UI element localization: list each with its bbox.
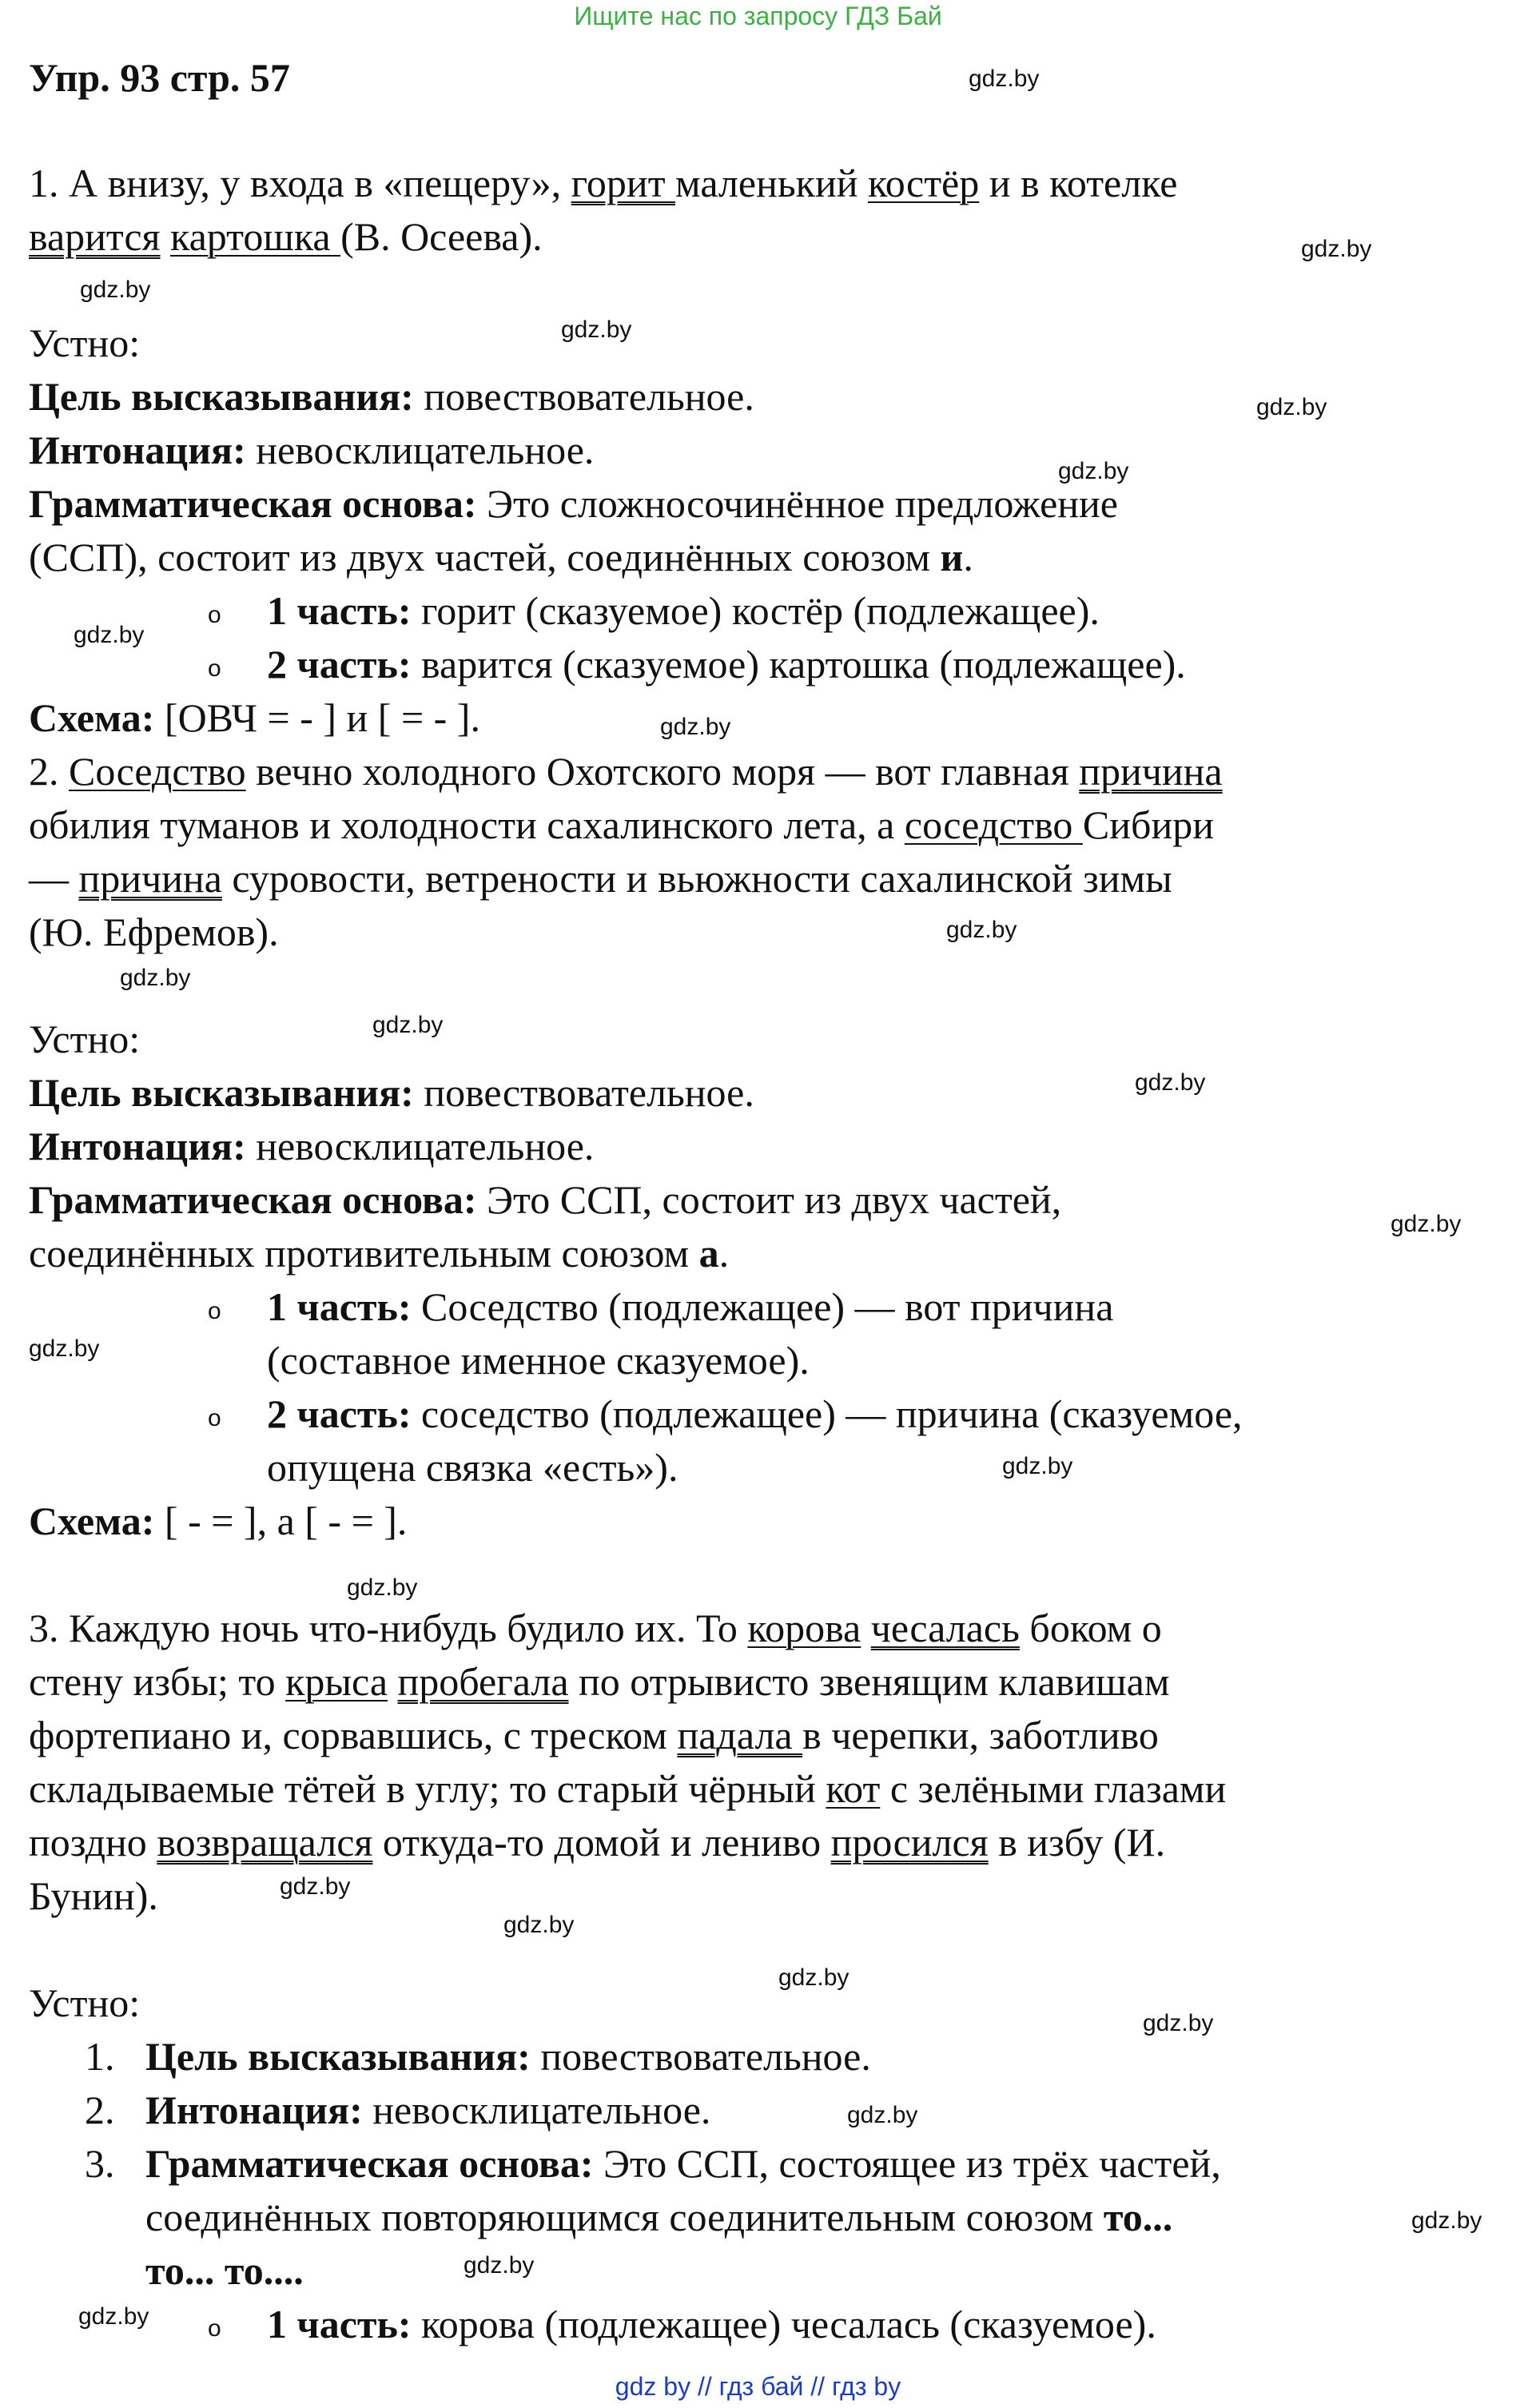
ex3-goal: Цель высказывания: повествовательное. <box>145 2034 871 2079</box>
ex3-sentence-line-1: 3. Каждую ночь что-нибудь будило их. То корова чесалась боком о <box>29 1606 1162 1650</box>
subject: крыса <box>285 1659 388 1704</box>
ex2-grammar-basis: Грамматическая основа: Это ССП, состоит из двух частей, <box>29 1177 1062 1222</box>
watermark: gdz.by <box>280 1873 351 1900</box>
ex2-part-1: 1 часть: Соседство (подлежащее) — вот причина <box>267 1284 1114 1329</box>
ex3-grammar-basis: Грамматическая основа: Это ССП, состоящее из трёх частей, <box>145 2141 1221 2186</box>
ex2-part-2-cont: опущена связка «есть»). <box>267 1445 678 1490</box>
watermark: gdz.by <box>29 1335 100 1362</box>
bullet-icon: o <box>208 1405 221 1431</box>
predicate: просился <box>830 1820 989 1865</box>
list-number: 2. <box>85 2088 115 2132</box>
watermark: gdz.by <box>1135 1069 1206 1096</box>
bullet-icon: o <box>208 602 221 628</box>
predicate: падала <box>677 1713 803 1757</box>
subject: костёр <box>868 161 980 205</box>
footer-links[interactable]: gdz by // гдз бай // гдз by <box>615 2372 901 2401</box>
ex2-grammar-basis-cont: соединённых противительным союзом а. <box>29 1231 730 1276</box>
watermark: gdz.by <box>778 1964 850 1991</box>
ex2-goal: Цель высказывания: повествовательное. <box>29 1070 754 1115</box>
watermark: gdz.by <box>1058 458 1129 484</box>
predicate: возвращался <box>157 1820 373 1865</box>
subject: кот <box>826 1766 881 1811</box>
list-number: 1. <box>85 2034 115 2079</box>
subject: Соседство <box>69 749 246 794</box>
ex1-intonation: Интонация: невосклицательное. <box>29 428 595 472</box>
ex1-goal: Цель высказывания: повествовательное. <box>29 374 754 419</box>
ex1-sentence-line-1: 1. А внизу, у входа в «пещеру», горит маленький костёр и в котелке <box>29 161 1178 205</box>
ex3-sentence-line-6: Бунин). <box>29 1873 158 1918</box>
ex3-oral-label: Устно: <box>29 1980 141 2025</box>
watermark: gdz.by <box>561 316 632 343</box>
ex1-grammar-basis: Грамматическая основа: Это сложносочинённое предложение <box>29 481 1118 526</box>
watermark: gdz.by <box>80 277 151 303</box>
watermark: gdz.by <box>1391 1211 1462 1237</box>
ex3-grammar-basis-cont: соединённых повторяющимся соединительным союзом то... <box>145 2195 1173 2239</box>
predicate: чесалась <box>870 1606 1020 1650</box>
ex2-sentence-line-4: (Ю. Ефремов). <box>29 909 279 954</box>
ex3-sentence-line-4: складываемые тётей в углу; то старый чёрный кот с зелёными глазами <box>29 1766 1227 1811</box>
bullet-icon: o <box>208 1298 221 1324</box>
page-title: Упр. 93 стр. 57 <box>29 55 290 100</box>
bullet-icon: o <box>208 2315 221 2342</box>
watermark: gdz.by <box>1301 236 1372 262</box>
predicate: варится <box>29 214 161 259</box>
ex2-sentence-line-1: 2. Соседство вечно холодного Охотского моря — вот главная причина <box>29 749 1223 794</box>
watermark: gdz.by <box>1143 2010 1214 2036</box>
watermark: gdz.by <box>1002 1453 1073 1479</box>
ex3-sentence-line-2: стену избы; то крыса пробегала по отрывисто звенящим клавишам <box>29 1659 1170 1704</box>
watermark: gdz.by <box>660 714 731 740</box>
watermark: gdz.by <box>969 66 1040 92</box>
ex3-grammar-basis-cont-2: то... то.... <box>145 2248 304 2293</box>
ex1-part-2: 2 часть: варится (сказуемое) картошка (подлежащее). <box>267 642 1186 687</box>
predicate: причина <box>78 856 222 901</box>
ex2-sentence-line-2: обилия туманов и холодности сахалинского лета, а соседство Сибири <box>29 802 1214 847</box>
ex2-oral-label: Устно: <box>29 1017 141 1061</box>
ex3-intonation: Интонация: невосклицательное. <box>145 2088 711 2132</box>
subject: корова <box>747 1606 861 1650</box>
ex2-intonation: Интонация: невосклицательное. <box>29 1124 595 1168</box>
watermark: gdz.by <box>372 1012 444 1038</box>
ex1-part-1: 1 часть: горит (сказуемое) костёр (подлежащее). <box>267 588 1100 633</box>
ex3-sentence-line-3: фортепиано и, сорвавшись, с треском падала в черепки, заботливо <box>29 1713 1159 1757</box>
predicate: горит <box>571 161 676 205</box>
watermark: gdz.by <box>74 622 145 648</box>
ex2-part-1-cont: (составное именное сказуемое). <box>267 1338 810 1383</box>
list-number: 3. <box>85 2141 115 2186</box>
watermark: gdz.by <box>1256 394 1327 420</box>
watermark: gdz.by <box>847 2102 918 2128</box>
watermark: gdz.by <box>503 1912 575 1938</box>
watermark: gdz.by <box>946 917 1017 943</box>
ex1-sentence-line-2: варится картошка (В. Осеева). <box>29 214 543 259</box>
ex2-sentence-line-3: — причина суровости, ветрености и вьюжности сахалинской зимы <box>29 856 1172 901</box>
subject: соседство <box>904 802 1083 847</box>
ex3-sentence-line-5: поздно возвращался откуда-то домой и лениво просился в избу (И. <box>29 1820 1166 1865</box>
watermark: gdz.by <box>120 965 191 991</box>
bullet-icon: o <box>208 655 221 682</box>
ex3-part-1: 1 часть: корова (подлежащее) чесалась (сказуемое). <box>267 2302 1156 2346</box>
watermark: gdz.by <box>464 2252 535 2279</box>
ex1-schema: Схема: [ОВЧ = - ] и [ = - ]. <box>29 695 480 740</box>
ex2-part-2: 2 часть: соседство (подлежащее) — причина (сказуемое, <box>267 1391 1243 1436</box>
predicate: пробегала <box>397 1659 569 1704</box>
watermark: gdz.by <box>78 2303 149 2330</box>
predicate: причина <box>1079 749 1223 794</box>
ex1-oral-label: Устно: <box>29 320 141 365</box>
watermark: gdz.by <box>1411 2207 1482 2234</box>
watermark: gdz.by <box>347 1574 418 1601</box>
ex1-grammar-basis-cont: (ССП), состоит из двух частей, соединённых союзом и. <box>29 535 973 579</box>
subject: картошка <box>170 214 341 259</box>
site-link[interactable]: Ищите нас по запросу ГДЗ Бай <box>574 2 942 30</box>
ex2-schema: Схема: [ - = ], а [ - = ]. <box>29 1499 408 1543</box>
